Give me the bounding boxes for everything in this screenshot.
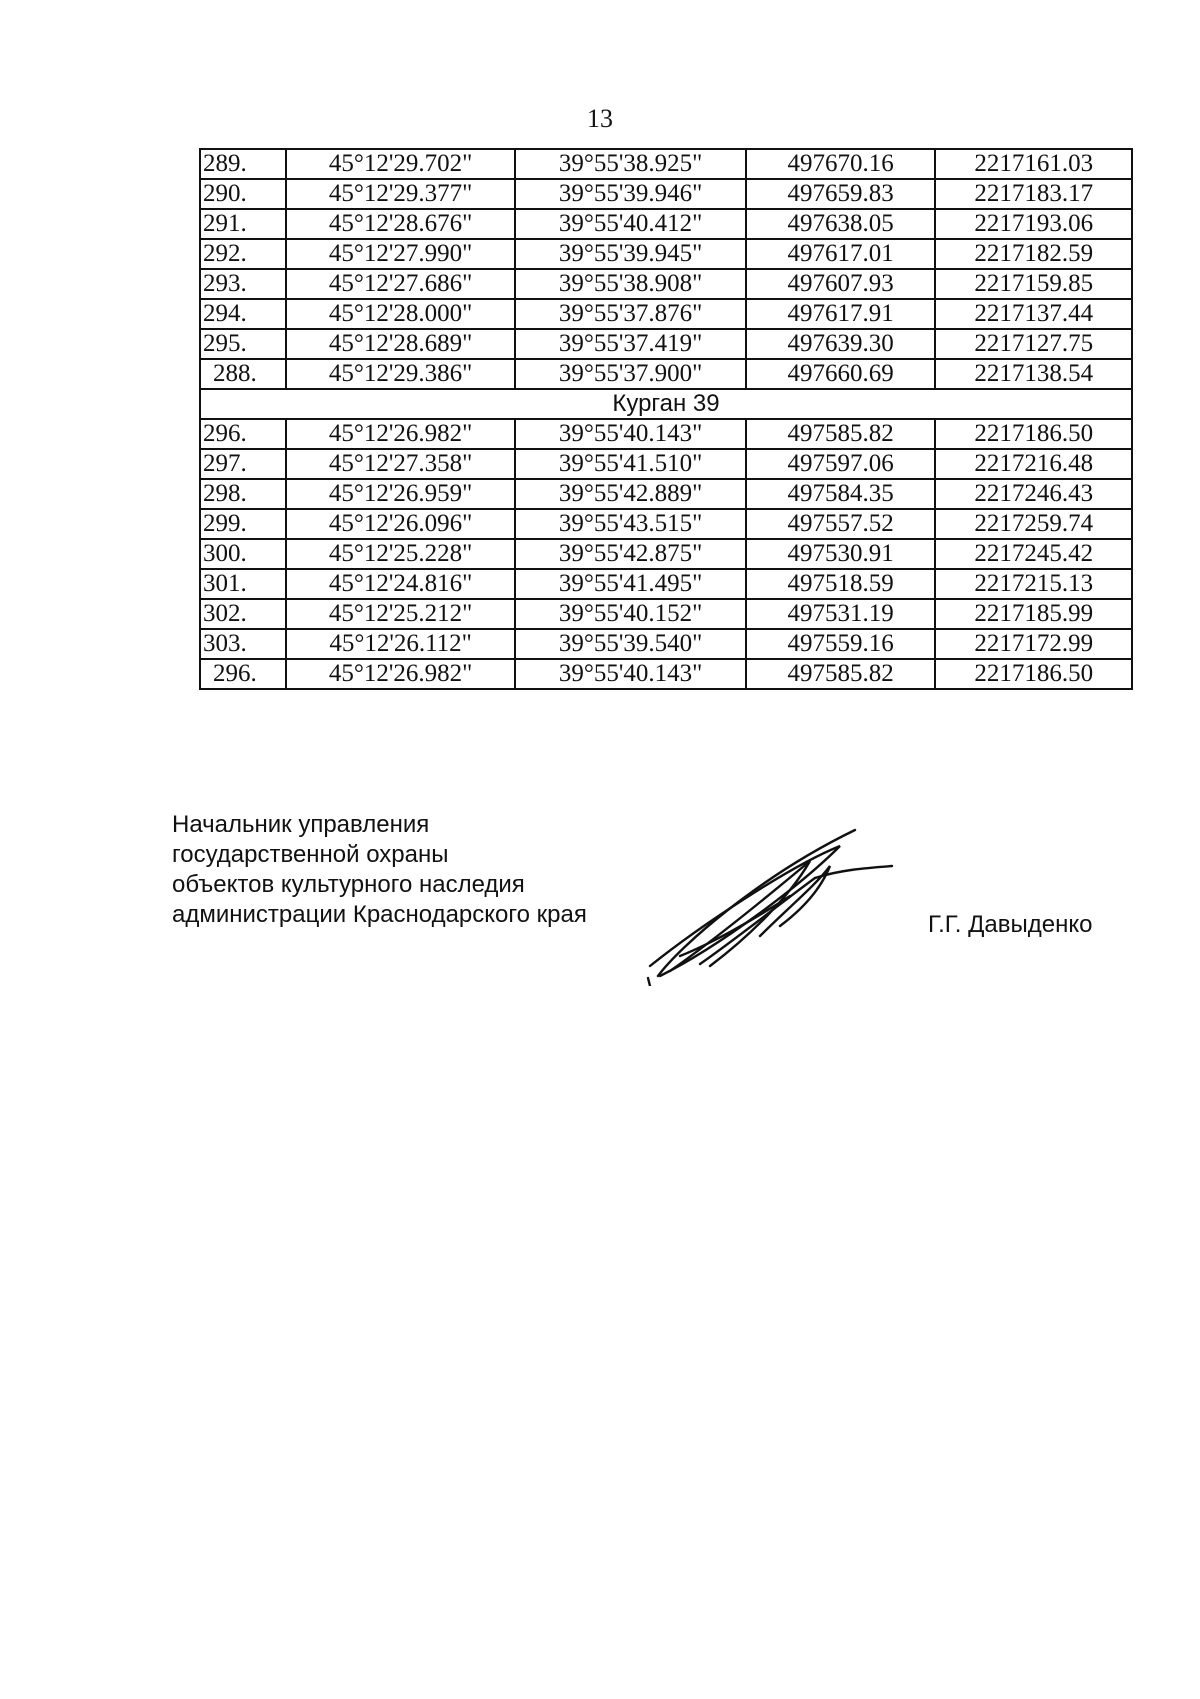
y-coordinate-cell: 2217161.03 — [935, 149, 1132, 179]
latitude-cell: 45°12'29.386" — [286, 359, 516, 389]
y-coordinate-cell: 2217246.43 — [935, 479, 1132, 509]
y-coordinate-cell: 2217259.74 — [935, 509, 1132, 539]
table-row — [200, 479, 1132, 509]
table-row — [200, 149, 1132, 179]
point-number-cell: 302. — [200, 599, 286, 629]
longitude-cell: 39°55'37.876" — [515, 299, 746, 329]
table-row — [200, 569, 1132, 599]
position-line: администрации Краснодарского края — [172, 901, 587, 928]
y-coordinate-cell: 2217183.17 — [935, 179, 1132, 209]
point-number-cell: 295. — [200, 329, 286, 359]
table-row — [200, 659, 1132, 689]
table-row — [200, 329, 1132, 359]
y-coordinate-cell: 2217159.85 — [935, 269, 1132, 299]
section-title: Курган 39 — [200, 389, 1132, 419]
position-line: объектов культурного наследия — [172, 871, 525, 898]
x-coordinate-cell: 497597.06 — [746, 449, 936, 479]
point-number-cell: 300. — [200, 539, 286, 569]
latitude-cell: 45°12'26.982" — [286, 659, 516, 689]
table-row — [200, 599, 1132, 629]
longitude-cell: 39°55'38.908" — [515, 269, 746, 299]
y-coordinate-cell: 2217215.13 — [935, 569, 1132, 599]
latitude-cell: 45°12'26.096" — [286, 509, 516, 539]
page-number: 13 — [587, 104, 613, 133]
table-row — [200, 209, 1132, 239]
latitude-cell: 45°12'26.982" — [286, 419, 516, 449]
latitude-cell: 45°12'28.676" — [286, 209, 516, 239]
y-coordinate-cell: 2217216.48 — [935, 449, 1132, 479]
latitude-cell: 45°12'28.689" — [286, 329, 516, 359]
y-coordinate-cell: 2217185.99 — [935, 599, 1132, 629]
y-coordinate-cell: 2217186.50 — [935, 419, 1132, 449]
longitude-cell: 39°55'37.900" — [515, 359, 746, 389]
longitude-cell: 39°55'42.875" — [515, 539, 746, 569]
section-row — [200, 389, 1132, 419]
table-row — [200, 449, 1132, 479]
x-coordinate-cell: 497557.52 — [746, 509, 936, 539]
longitude-cell: 39°55'40.152" — [515, 599, 746, 629]
latitude-cell: 45°12'28.000" — [286, 299, 516, 329]
longitude-cell: 39°55'39.540" — [515, 629, 746, 659]
x-coordinate-cell: 497617.01 — [746, 239, 936, 269]
latitude-cell: 45°12'29.377" — [286, 179, 516, 209]
x-coordinate-cell: 497660.69 — [746, 359, 936, 389]
latitude-cell: 45°12'24.816" — [286, 569, 516, 599]
x-coordinate-cell: 497584.35 — [746, 479, 936, 509]
x-coordinate-cell: 497518.59 — [746, 569, 936, 599]
x-coordinate-cell: 497585.82 — [746, 659, 936, 689]
longitude-cell: 39°55'42.889" — [515, 479, 746, 509]
point-number-cell: 290. — [200, 179, 286, 209]
y-coordinate-cell: 2217137.44 — [935, 299, 1132, 329]
table-row — [200, 419, 1132, 449]
x-coordinate-cell: 497639.30 — [746, 329, 936, 359]
point-number-cell: 299. — [200, 509, 286, 539]
x-coordinate-cell: 497585.82 — [746, 419, 936, 449]
table-row — [200, 359, 1132, 389]
signature-position-block — [172, 810, 587, 930]
latitude-cell: 45°12'27.990" — [286, 239, 516, 269]
point-number-cell: 288. — [200, 359, 286, 389]
y-coordinate-cell: 2217127.75 — [935, 329, 1132, 359]
y-coordinate-cell: 2217172.99 — [935, 629, 1132, 659]
x-coordinate-cell: 497559.16 — [746, 629, 936, 659]
longitude-cell: 39°55'39.945" — [515, 239, 746, 269]
x-coordinate-cell: 497530.91 — [746, 539, 936, 569]
longitude-cell: 39°55'41.495" — [515, 569, 746, 599]
y-coordinate-cell: 2217186.50 — [935, 659, 1132, 689]
latitude-cell: 45°12'25.212" — [286, 599, 516, 629]
table-row — [200, 299, 1132, 329]
latitude-cell: 45°12'27.686" — [286, 269, 516, 299]
coordinates-table-body — [200, 149, 1132, 689]
longitude-cell: 39°55'40.412" — [515, 209, 746, 239]
table-row — [200, 269, 1132, 299]
longitude-cell: 39°55'43.515" — [515, 509, 746, 539]
point-number-cell: 289. — [200, 149, 286, 179]
longitude-cell: 39°55'41.510" — [515, 449, 746, 479]
signatory-name: Г.Г. Давыденко — [928, 911, 1093, 938]
x-coordinate-cell: 497531.19 — [746, 599, 936, 629]
table-row — [200, 509, 1132, 539]
x-coordinate-cell: 497607.93 — [746, 269, 936, 299]
handwritten-signature — [640, 826, 900, 986]
x-coordinate-cell: 497659.83 — [746, 179, 936, 209]
point-number-cell: 296. — [200, 659, 286, 689]
table-row — [200, 629, 1132, 659]
x-coordinate-cell: 497670.16 — [746, 149, 936, 179]
x-coordinate-cell: 497638.05 — [746, 209, 936, 239]
longitude-cell: 39°55'37.419" — [515, 329, 746, 359]
latitude-cell: 45°12'27.358" — [286, 449, 516, 479]
point-number-cell: 298. — [200, 479, 286, 509]
position-line: Начальник управления — [172, 811, 430, 838]
latitude-cell: 45°12'26.112" — [286, 629, 516, 659]
longitude-cell: 39°55'38.925" — [515, 149, 746, 179]
y-coordinate-cell: 2217245.42 — [935, 539, 1132, 569]
table-row — [200, 179, 1132, 209]
point-number-cell: 293. — [200, 269, 286, 299]
point-number-cell: 292. — [200, 239, 286, 269]
y-coordinate-cell: 2217138.54 — [935, 359, 1132, 389]
y-coordinate-cell: 2217193.06 — [935, 209, 1132, 239]
point-number-cell: 297. — [200, 449, 286, 479]
point-number-cell: 303. — [200, 629, 286, 659]
longitude-cell: 39°55'40.143" — [515, 419, 746, 449]
position-line: государственной охраны — [172, 841, 449, 868]
point-number-cell: 291. — [200, 209, 286, 239]
table-row — [200, 539, 1132, 569]
point-number-cell: 301. — [200, 569, 286, 599]
latitude-cell: 45°12'25.228" — [286, 539, 516, 569]
longitude-cell: 39°55'39.946" — [515, 179, 746, 209]
y-coordinate-cell: 2217182.59 — [935, 239, 1132, 269]
x-coordinate-cell: 497617.91 — [746, 299, 936, 329]
point-number-cell: 294. — [200, 299, 286, 329]
latitude-cell: 45°12'29.702" — [286, 149, 516, 179]
table-row — [200, 239, 1132, 269]
longitude-cell: 39°55'40.143" — [515, 659, 746, 689]
latitude-cell: 45°12'26.959" — [286, 479, 516, 509]
point-number-cell: 296. — [200, 419, 286, 449]
coordinates-table — [199, 148, 1133, 690]
